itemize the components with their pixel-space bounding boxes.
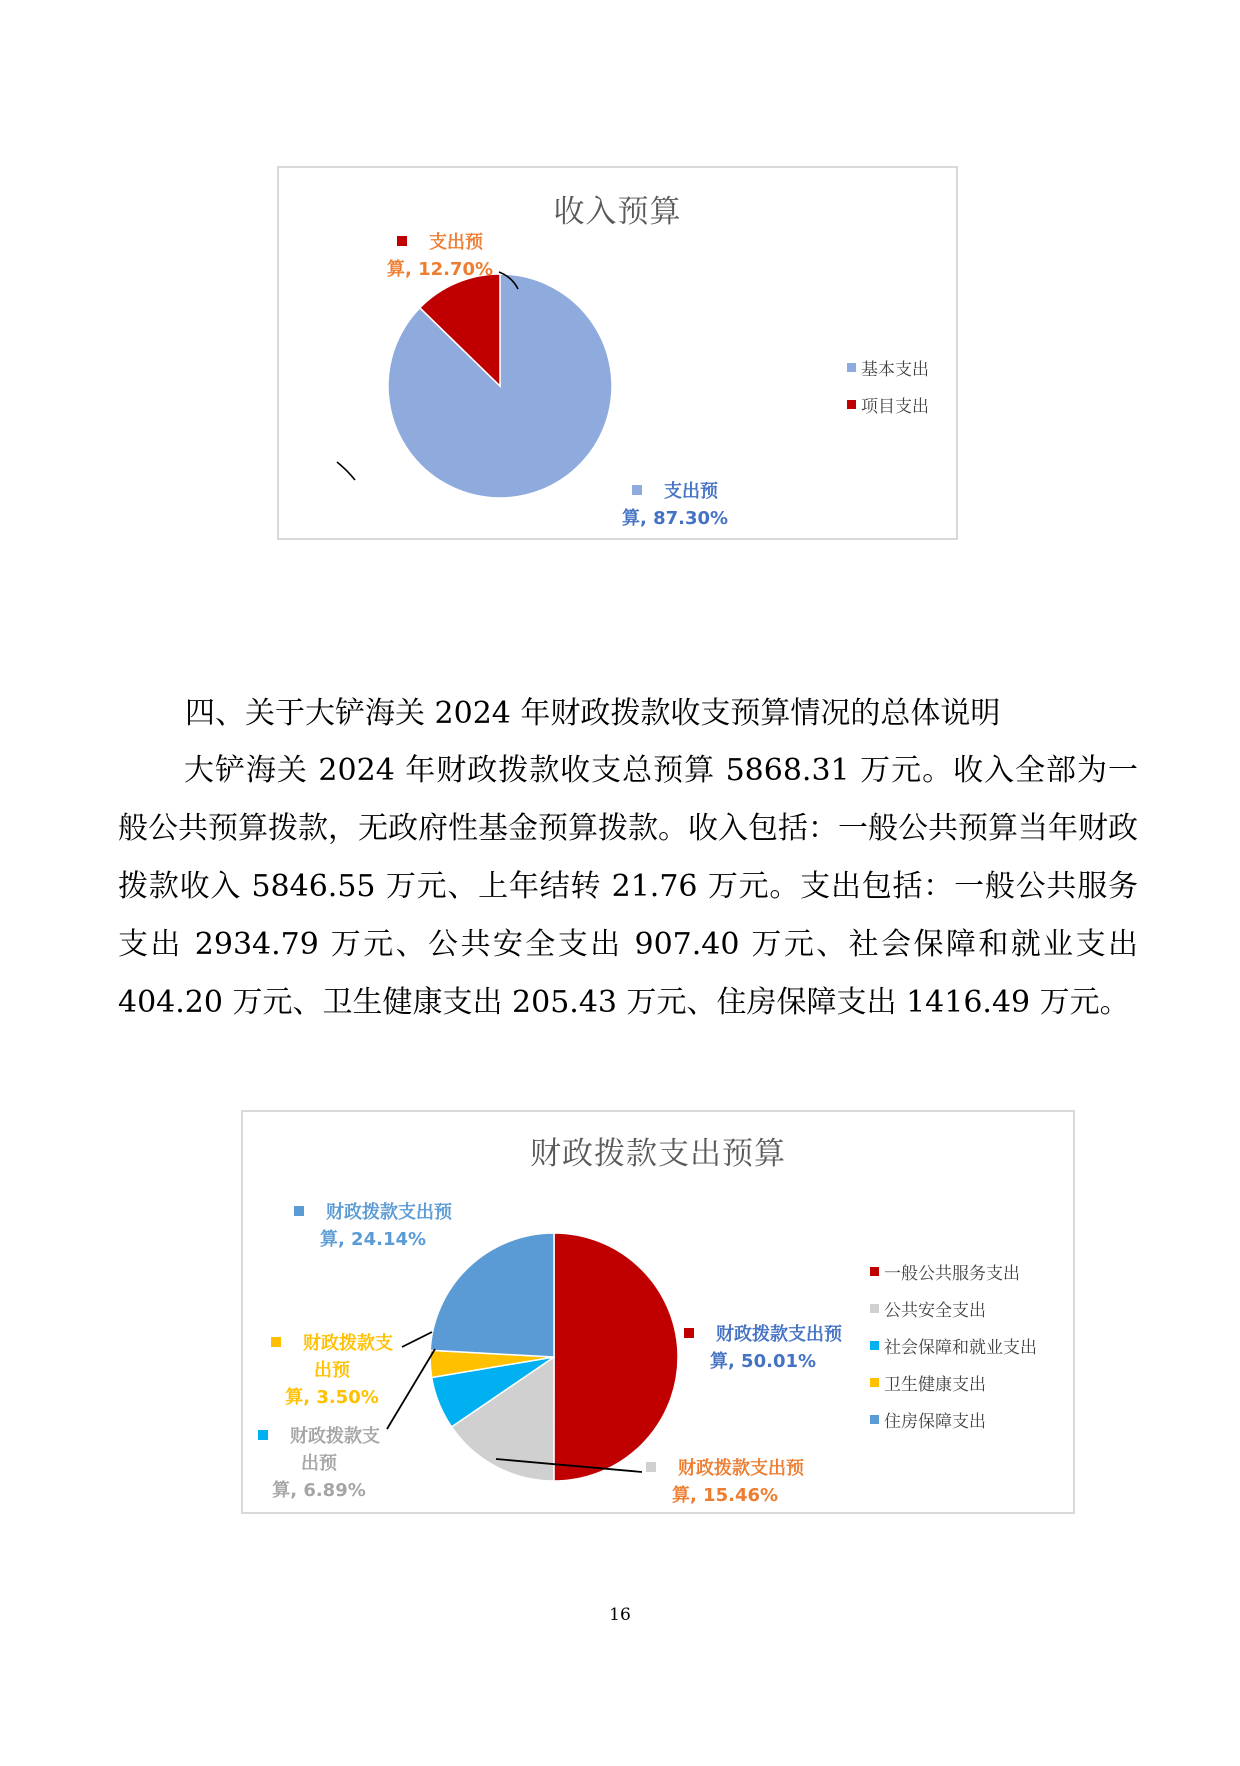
data-label-general-public-service: 财政拨款支出预 算, 50.01%	[684, 1321, 842, 1375]
square-icon	[258, 1430, 268, 1440]
data-label-basic: 支出预 算, 87.30%	[622, 481, 729, 529]
legend-swatch	[870, 1267, 879, 1276]
legend-item: 基本支出	[847, 349, 929, 386]
expense-budget-chart	[241, 1110, 1075, 1514]
data-label-health: 财政拨款支 出预 算, 3.50%	[271, 1330, 393, 1411]
pie-slice-1	[554, 1233, 678, 1481]
legend-swatch	[847, 400, 856, 409]
chart-title: 收入预算	[553, 194, 682, 230]
square-icon	[271, 1337, 281, 1347]
legend-swatch	[870, 1304, 879, 1313]
square-icon	[684, 1328, 694, 1338]
chart-legend	[847, 349, 929, 423]
data-label-social-security: 财政拨款支 出预 算, 6.89%	[258, 1423, 380, 1504]
section-heading: 四、关于大铲海关 2024 年财政拨款收支预算情况的总体说明	[185, 696, 1001, 731]
legend-swatch	[847, 363, 856, 372]
chart-legend	[870, 1253, 1037, 1438]
legend-item: 住房保障支出	[870, 1401, 1037, 1438]
square-icon	[646, 1462, 656, 1472]
legend-item: 社会保障和就业支出	[870, 1327, 1037, 1364]
chart-title: 财政拨款支出预算	[530, 1136, 786, 1172]
legend-item: 卫生健康支出	[870, 1364, 1037, 1401]
legend-swatch	[870, 1341, 879, 1350]
income-budget-chart	[277, 166, 958, 540]
body-paragraph: 大铲海关 2024 年财政拨款收支总预算 5868.31 万元。收入全部为一般公共预算拨款，无政府性基金预算拨款。收入包括：一般公共预算当年财政拨款收入 5846.55 万元、上年结转 21.76 万元。支出包括：一般公共服务支出 2934.79 万元、公共安全支出 907.40 万元、社会保障和就业支出 404.20 万元、卫生健康支出 205.43 万元、住房保障支出 1416.49 万元。	[118, 753, 1138, 1020]
data-label-public-security: 财政拨款支出预 算, 15.46%	[646, 1455, 804, 1509]
legend-item: 项目支出	[847, 386, 929, 423]
legend-item: 公共安全支出	[870, 1290, 1037, 1327]
square-icon	[294, 1206, 304, 1216]
square-icon	[632, 485, 642, 495]
legend-swatch	[870, 1415, 879, 1424]
page-number: 16	[609, 1605, 631, 1625]
square-icon	[397, 236, 407, 246]
legend-swatch	[870, 1378, 879, 1387]
legend-item: 一般公共服务支出	[870, 1253, 1037, 1290]
data-label-housing: 财政拨款支出预 算, 24.14%	[294, 1199, 452, 1253]
data-label-project: 支出预 算, 12.70%	[387, 232, 494, 280]
